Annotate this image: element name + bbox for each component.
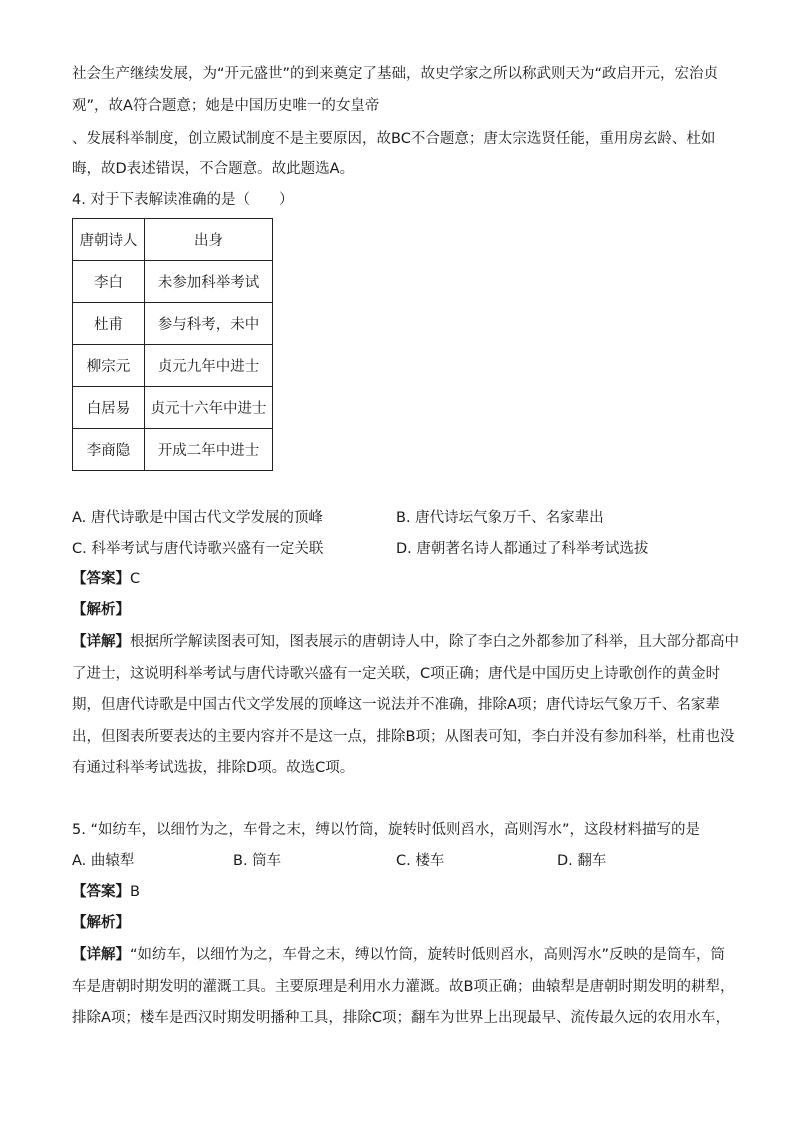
table-header-cell: 出身 (145, 219, 273, 261)
table-cell-origin: 贞元九年中进士 (145, 345, 273, 387)
table-cell-poet: 杜甫 (73, 303, 145, 345)
table-header-cell: 唐朝诗人 (73, 219, 145, 261)
poet-table (72, 218, 273, 471)
q4-analysis-tag: 【解析】 (72, 602, 130, 618)
table-cell-origin: 贞元十六年中进士 (145, 387, 273, 429)
q5-detail-line-2: 车是唐朝时期发明的灌溉工具。主要原理是利用水力灌溉。故B项正确；曲辕犁是唐朝时期发明的耕犁， (72, 979, 735, 995)
q4-option-a: A. 唐代诗歌是中国古代文学发展的顶峰 (72, 510, 323, 526)
prev-line-4: 晦，故D表述错误，不合题意。故此题选A。 (72, 161, 355, 177)
table-cell-origin: 参与科考，未中 (145, 303, 273, 345)
q5-option-c: C. 楼车 (396, 853, 445, 869)
table-cell-poet: 李商隐 (73, 429, 145, 471)
q5-option-b: B. 筒车 (233, 853, 282, 869)
q4-detail-line-1 (72, 632, 739, 652)
detail-text: “如纺车，以细竹为之，车骨之末，缚以竹筒，旋转时低则舀水，高则泻水”反映的是筒车，筒 (130, 947, 726, 963)
q4-option-d: D. 唐朝著名诗人都通过了科举考试选拔 (396, 541, 649, 557)
q5-option-d: D. 翻车 (557, 853, 607, 869)
answer-value: B (130, 884, 140, 900)
table-row (73, 261, 273, 303)
q5-stem: 5. “如纺车，以细竹为之，车骨之末，缚以竹筒，旋转时低则舀水，高则泻水”，这段材料描写的是 (72, 822, 700, 838)
prev-line-1: 社会生产继续发展，为“开元盛世”的到来奠定了基础，故史学家之所以称武则天为“政启开元，宏治贞 (72, 66, 719, 82)
answer-tag: 【答案】 (72, 884, 130, 900)
q5-detail-line-1 (72, 945, 725, 965)
detail-text: 根据所学解读图表可知，图表展示的唐朝诗人中，除了李白之外都参加了科举，且大部分都高中 (130, 634, 739, 650)
detail-tag: 【详解】 (72, 947, 130, 963)
q4-detail-line-4: 出，但图表所要表达的主要内容并不是这一点，排除B项；从图表可知，李白并没有参加科举，杜甫也没 (72, 729, 735, 745)
q5-answer (72, 882, 140, 902)
answer-value: C (130, 571, 141, 587)
table-row (73, 429, 273, 471)
prev-line-2: 观”，故A符合题意；她是中国历史唯一的女皇帝 (72, 98, 380, 114)
table-row (73, 345, 273, 387)
table-cell-poet: 李白 (73, 261, 145, 303)
q4-option-b: B. 唐代诗坛气象万千、名家辈出 (396, 510, 604, 526)
q5-option-a: A. 曲辕犁 (72, 853, 135, 869)
table-cell-origin: 未参加科举考试 (145, 261, 273, 303)
q4-detail-line-5: 有通过科举考试选拔，排除D项。故选C项。 (72, 760, 355, 776)
q4-option-c: C. 科举考试与唐代诗歌兴盛有一定关联 (72, 541, 324, 557)
table-cell-origin: 开成二年中进士 (145, 429, 273, 471)
table-header-row (73, 219, 273, 261)
answer-tag: 【答案】 (72, 571, 130, 587)
table-row (73, 387, 273, 429)
q5-analysis-tag: 【解析】 (72, 915, 130, 931)
q4-detail-line-2: 了进士，这说明科举考试与唐代诗歌兴盛有一定关联，C项正确；唐代是中国历史上诗歌创作的黄金时 (72, 666, 721, 682)
q5-detail-line-3: 排除A项；楼车是西汉时期发明播种工具，排除C项；翻车为世界上出现最早、流传最久远的农用水车， (72, 1010, 731, 1026)
table-cell-poet: 白居易 (73, 387, 145, 429)
detail-tag: 【详解】 (72, 634, 130, 650)
table-cell-poet: 柳宗元 (73, 345, 145, 387)
q4-stem: 4. 对于下表解读准确的是（ ） (72, 192, 294, 208)
table-row (73, 303, 273, 345)
prev-line-3: 、发展科举制度，创立殿试制度不是主要原因，故BC不合题意；唐太宗选贤任能，重用房玄龄、杜如 (72, 131, 716, 147)
q4-detail-line-3: 期，但唐代诗歌是中国古代文学发展的顶峰这一说法并不准确，排除A项；唐代诗坛气象万千、名家辈 (72, 697, 720, 713)
q4-answer (72, 569, 140, 589)
